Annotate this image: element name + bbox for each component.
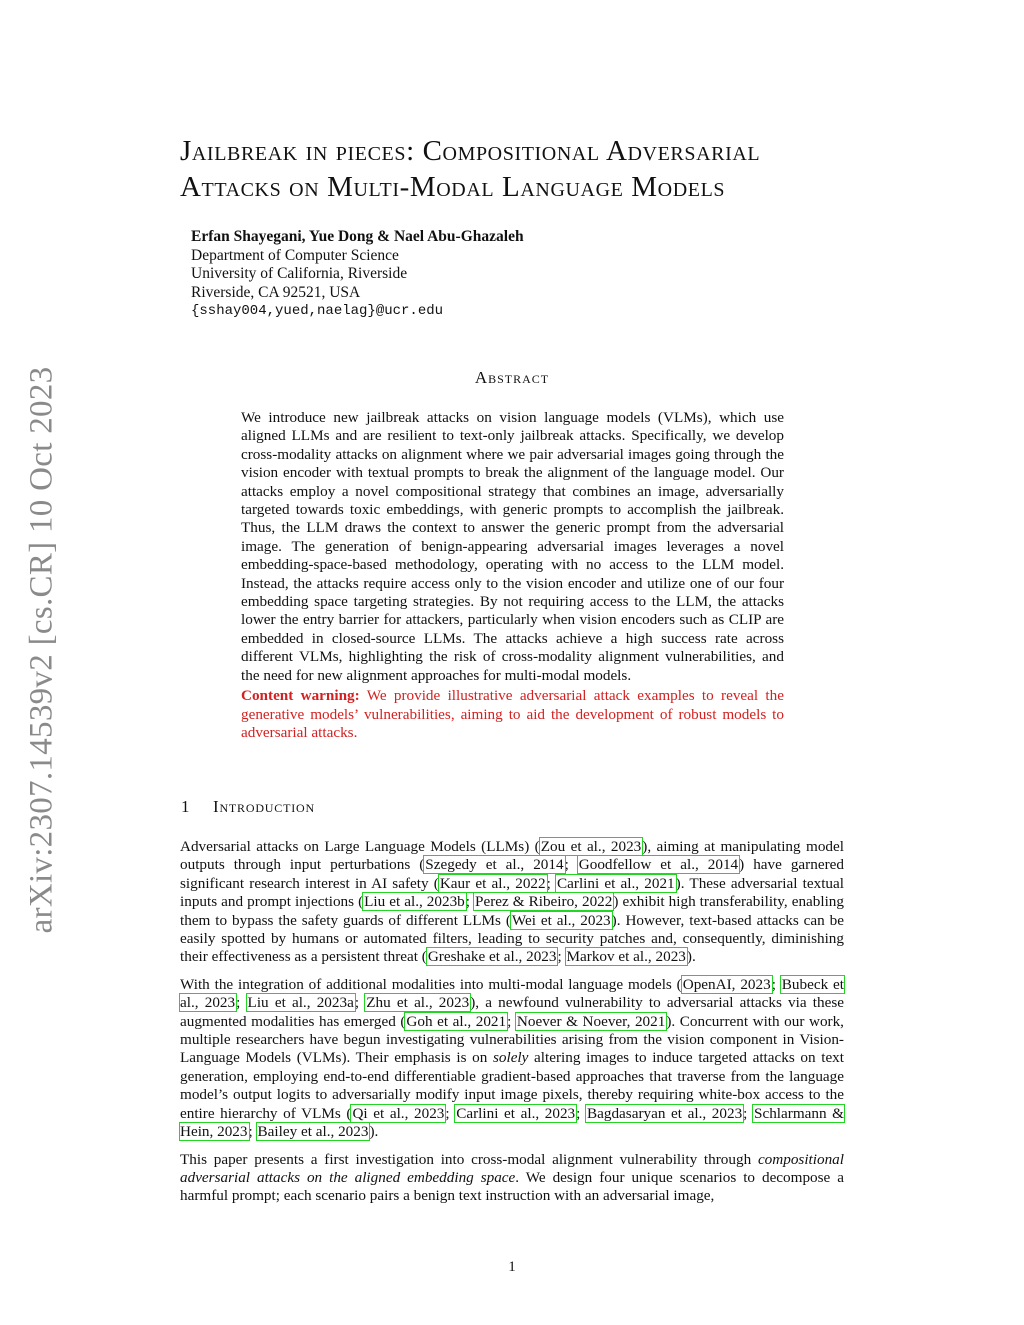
citation-link[interactable]: Zou et al., 2023 xyxy=(540,838,642,855)
author-email[interactable]: {sshay004,yued,naelag}@ucr.edu xyxy=(191,303,444,319)
citation-link[interactable]: Markov et al., 2023 xyxy=(566,948,686,966)
text-run: ). xyxy=(369,1123,379,1141)
text-run: ; xyxy=(771,975,781,993)
citation-link[interactable]: Perez & Ribeiro, 2022 xyxy=(475,893,613,911)
warning-label: Content warning: xyxy=(241,687,360,705)
citation-link[interactable]: Szegedy et al., 2014 xyxy=(425,856,564,874)
citation-link[interactable]: Bailey et al., 2023 xyxy=(257,1123,369,1141)
text-run: ; xyxy=(248,1123,257,1141)
title-line-1: Jailbreak in pieces: Compositional Adversarial xyxy=(180,135,761,167)
author-address: Riverside, CA 92521, USA xyxy=(191,283,361,301)
text-run: ). xyxy=(686,948,696,966)
warning-text: We provide illustrative adversarial attack examples to reveal the generative models’ vulnerabilities, aiming to aid the development of robust models to adversarial attacks. xyxy=(241,687,784,741)
text-run: ; xyxy=(236,994,247,1012)
author-names: Erfan Shayegani, Yue Dong & Nael Abu-Ghazaleh xyxy=(191,228,524,245)
text-run: Adversarial attacks on Large Language Models (LLMs) ( xyxy=(180,838,540,855)
paragraph-1 xyxy=(180,838,844,967)
author-block xyxy=(191,228,524,321)
citation-link[interactable]: Wei et al., 2023 xyxy=(511,911,611,929)
introduction-body xyxy=(180,838,844,1215)
abstract-heading: Abstract xyxy=(474,368,550,387)
citation-link[interactable]: Carlini et al., 2023 xyxy=(456,1104,576,1122)
section-title: Introduction xyxy=(213,797,315,816)
citation-link[interactable]: Carlini et al., 2021 xyxy=(557,874,675,892)
citation-link[interactable]: Liu et al., 2023b xyxy=(364,893,465,911)
citation-link[interactable]: Kaur et al., 2022 xyxy=(439,874,546,892)
citation-link[interactable]: Greshake et al., 2023 xyxy=(427,948,557,966)
text-run: ; xyxy=(546,874,557,892)
emphasis-text: solely xyxy=(492,1049,529,1067)
abstract-text: We introduce new jailbreak attacks on vision language models (VLMs), which use aligned LLMs and are resilient to text-only jailbreak attacks. Specifically, we develop cross-modality attacks on alignment where we pair adversarial images going through the vision encoder with textual prompts to break the alignment of the language model. Our attacks employ a novel compositional strategy that combines an image, adversarially targeted towards toxic embeddings, with generic prompts to accomplish the jailbreak. Thus, the LLM draws the context to answer the generic prompt from the adversarial image. The generation of benign-appearing adversarial images leverages a novel embedding-space-based methodology, operating with no access to the LLM model. Instead, the attacks require access only to the vision encoder and utilize one of our four embedding space targeting strategies. By not requiring access to the LLM, the attacks lower the entry barrier for attackers, particularly when vision encoders such as CLIP are embedded in closed-source LLMs. The attacks achieve a high success rate across different VLMs, highlighting the risk of cross-modality alignment vulnerabilities, and the need for new alignment approaches for multi-modal models. xyxy=(241,409,784,684)
text-run: This paper presents a first investigation into cross-modal alignment vulnerability through xyxy=(180,1150,758,1168)
citation-link[interactable]: OpenAI, 2023 xyxy=(682,975,771,993)
text-run: ), aiming at manipulating model outputs through input perturbations ( xyxy=(180,838,844,874)
arxiv-id-text: arXiv:2307.14539v2 [cs.CR] 10 Oct 2023 xyxy=(23,366,60,934)
citation-link[interactable]: Qi et al., 2023 xyxy=(352,1104,445,1122)
text-run: ; xyxy=(557,948,566,966)
arxiv-identifier xyxy=(22,355,62,945)
text-run: ; xyxy=(564,856,578,874)
text-run: With the integration of additional modalities into multi-modal language models ( xyxy=(180,975,682,993)
section-heading xyxy=(181,797,315,817)
text-run: ). Concurrent with our work, multiple researchers have begun investigating vulnerabilities arising from the vision component in Vision-Language Models (VLMs). Their emphasis is on xyxy=(180,1012,844,1067)
author-department: Department of Computer Science xyxy=(191,246,399,264)
citation-link[interactable]: Bubeck et al., 2023 xyxy=(180,975,844,1012)
emphasis-text: compositional adversarial attacks on the aligned embedding space xyxy=(180,1150,844,1186)
text-run: ; xyxy=(576,1104,586,1122)
citation-link[interactable]: Schlarmann & Hein, 2023 xyxy=(180,1104,844,1141)
citation-link[interactable]: Goh et al., 2021 xyxy=(406,1012,507,1030)
text-run: ), a newfound vulnerability to adversarial attacks via these augmented modalities has emerged ( xyxy=(180,994,844,1030)
citation-link[interactable]: Noever & Noever, 2021 xyxy=(516,1012,666,1030)
paragraph-2 xyxy=(180,976,844,1142)
abstract-body xyxy=(241,409,784,742)
content-warning xyxy=(241,687,784,742)
citation-link[interactable]: Liu et al., 2023a xyxy=(247,994,354,1012)
text-run: ; xyxy=(465,893,475,911)
paper-title xyxy=(180,133,860,205)
text-run: ; xyxy=(354,994,366,1012)
text-run: ; xyxy=(743,1104,754,1122)
text-run: ). However, text-based attacks can be easily spotted by humans or automated filters, leading to security patches and, consequently, diminishing their effectiveness as a persistent threat ( xyxy=(180,911,845,966)
paragraph-3 xyxy=(180,1151,844,1206)
text-run: ) exhibit high transferability, enabling them to bypass the safety guards of different LLMs ( xyxy=(180,893,844,929)
text-run: ) have garnered significant research interest in AI safety ( xyxy=(180,856,844,892)
text-run: ; xyxy=(445,1104,456,1122)
text-run: ; xyxy=(507,1012,516,1030)
page-number: 1 xyxy=(508,1259,516,1275)
citation-link[interactable]: Zhu et al., 2023 xyxy=(366,994,470,1012)
text-run: . We design four unique scenarios to decompose a harmful prompt; each scenario pairs a benign text instruction with an adversarial image, xyxy=(180,1168,844,1205)
citation-link[interactable]: Goodfellow et al., 2014 xyxy=(578,856,739,874)
text-run: altering images to induce targeted attacks on text generation, employing end-to-end differentiable gradient-based approaches that traverse from the language model’s output logits to adversarially modify input image pixels, thereby requiring white-box access to the entire hierarchy of VLMs ( xyxy=(180,1049,844,1122)
section-number: 1 xyxy=(181,797,191,816)
author-university: University of California, Riverside xyxy=(191,265,408,282)
title-line-2: Attacks on Multi-Modal Language Models xyxy=(180,171,726,203)
text-run: ). These adversarial textual inputs and prompt injections ( xyxy=(180,874,844,911)
citation-link[interactable]: Bagdasaryan et al., 2023 xyxy=(587,1104,743,1122)
